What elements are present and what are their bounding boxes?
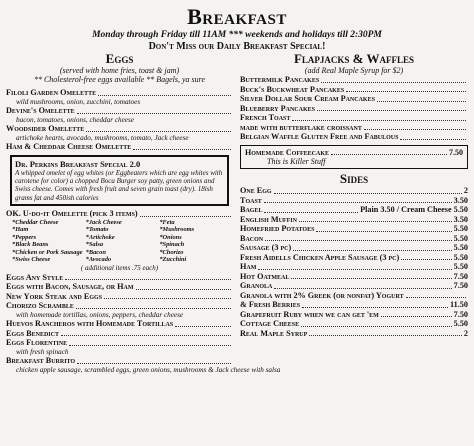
egg-item xyxy=(6,282,233,292)
item-name: Devine's Omelette xyxy=(6,106,75,115)
uduit-note: ( additional items .75 each) xyxy=(80,263,159,272)
egg-item xyxy=(6,301,233,319)
flapjack-item xyxy=(240,123,468,133)
uduit-option: *Spinach xyxy=(159,241,185,249)
egg-item xyxy=(6,338,233,356)
side-item xyxy=(240,310,468,320)
item-name: Sausage (3 pc) xyxy=(240,243,292,252)
side-item xyxy=(240,329,468,339)
item-name: Bacon xyxy=(240,233,264,243)
omelette-item xyxy=(6,106,233,124)
uduit-option: *Salsa xyxy=(85,241,104,249)
uduit-option: *Onions xyxy=(159,233,182,241)
coffeecake-note: This is Killer Stuff xyxy=(267,157,326,166)
item-price: 2 xyxy=(463,186,468,195)
flapjack-item xyxy=(240,113,468,123)
item-name: Eggs Any Style xyxy=(6,272,64,282)
uduit-option: *Tomato xyxy=(85,226,109,234)
flapjack-item xyxy=(240,85,468,95)
side-item xyxy=(240,291,468,301)
side-item xyxy=(240,186,468,196)
item-name: New York Steak and Eggs xyxy=(6,291,103,301)
uduit-option: *Mushrooms xyxy=(159,226,195,234)
omelette-item xyxy=(6,142,233,152)
omelette-item xyxy=(6,88,233,106)
page-title: Breakfast xyxy=(187,4,287,29)
egg-item xyxy=(6,273,233,283)
item-name: French Toast xyxy=(240,113,291,122)
uduit-option: *Cheddar Cheese xyxy=(12,218,59,226)
uduit-option: *Ham xyxy=(12,226,29,234)
uduit-name: OK. U-do-it Omelette (pick 3 items) xyxy=(6,209,138,219)
item-price: 5.50 xyxy=(453,319,468,328)
uduit-option: *Feta xyxy=(159,218,175,226)
item-price: 11.50 xyxy=(450,300,468,309)
side-item xyxy=(240,319,468,329)
flapjack-list xyxy=(240,75,468,142)
item-name: Filoli Garden Omelette xyxy=(6,88,97,97)
coffeecake-price: 7.50 xyxy=(449,147,463,157)
uduit-option: *Avocado xyxy=(85,256,112,264)
item-name: Toast xyxy=(240,195,262,205)
item-price: Plain 3.50 / Cream Cheese 5.50 xyxy=(360,205,468,214)
item-price: 3.50 xyxy=(453,195,468,205)
side-item xyxy=(240,215,468,225)
item-desc: wild mushrooms, onion, zucchini, tomatoes xyxy=(16,97,141,106)
item-name: Blueberry Pancakes xyxy=(240,103,315,113)
item-name: made with butterflake croissant xyxy=(240,122,362,132)
side-item xyxy=(240,281,468,291)
special-box xyxy=(10,155,229,207)
side-item xyxy=(240,300,468,310)
special-note: Don't Miss our Daily Breakfast Special! xyxy=(148,41,326,52)
item-price: 5.50 xyxy=(453,224,468,233)
uduit-option: *Chicken or Pork Sausage xyxy=(12,248,83,256)
item-price: 5.50 xyxy=(453,262,468,271)
uduit-option: *Chorizo xyxy=(159,248,184,256)
uduit-options xyxy=(6,219,233,264)
flapjack-item xyxy=(240,75,468,85)
item-desc: with fresh spinach xyxy=(16,347,69,356)
item-name: Granola xyxy=(240,281,273,290)
item-desc: bacon, tomatoes, onions, cheddar cheese xyxy=(16,115,134,124)
eggs-note: ** Cholesterol-free eggs available ** Bagels, ya sure xyxy=(33,75,206,84)
side-item xyxy=(240,196,468,206)
item-name: Chorizo Scramble xyxy=(6,301,74,311)
item-name: Eggs Benedict xyxy=(6,328,59,338)
item-name: & Fresh Berries xyxy=(240,300,301,309)
item-price: 5.50 xyxy=(453,233,468,243)
item-name: Cottage Cheese xyxy=(240,319,300,328)
eggs-subheading: (served with home fries, toast & jam) xyxy=(59,66,180,75)
egg-item xyxy=(6,329,233,339)
coffeecake-name: Homemade Coffeecake xyxy=(245,147,329,157)
item-name: Ham & Cheddar Cheese Omelette xyxy=(6,142,132,151)
uduit-option: *Peppers xyxy=(12,233,37,241)
item-name: Huevos Rancheros with Homemade Tortillas xyxy=(6,319,174,329)
item-price: 7.50 xyxy=(453,309,468,319)
item-name: English Muffin xyxy=(240,214,297,224)
special-desc: A whipped omelet of egg whites (or Eggbeaters which are egg whites with carotene for color) a chopped Boca Burger soy patty, green onions and Swiss cheese. Comes with fresh fruit and seven grain toast (dry). 18ish grams fat and 450ish calories xyxy=(15,168,223,202)
uduit-option: *Swiss Cheese xyxy=(12,256,51,264)
right-column xyxy=(240,52,468,338)
item-name: Buck's Buckwheat Pancakes xyxy=(240,84,345,94)
item-price: 7.50 xyxy=(453,281,468,290)
uduit-option: *Bacon xyxy=(85,248,106,256)
special-title: Dr. Perkins Breakfast Special 2.0 xyxy=(15,158,141,169)
egg-item xyxy=(6,356,281,374)
item-name: Hot Oatmeal xyxy=(240,271,290,281)
side-item xyxy=(240,253,468,263)
item-name: Ham xyxy=(240,262,257,271)
item-name: Granola with 2% Greek (or nonfat) Yogurt xyxy=(240,290,404,300)
uduit-option: *Zucchini xyxy=(159,256,187,264)
omelette-list xyxy=(6,88,233,152)
side-item xyxy=(240,243,468,253)
item-name: Buttermilk Pancakes xyxy=(240,75,320,84)
item-name: Eggs Florentine xyxy=(6,338,68,348)
item-name: Silver Dollar Sour Cream Pancakes xyxy=(240,94,375,103)
eggs-heading: Eggs xyxy=(105,51,134,66)
item-price: 7.50 xyxy=(453,271,468,281)
item-name: One Egg xyxy=(240,186,272,195)
item-name: Grapefruit Ruby when we can get 'em xyxy=(240,309,379,319)
item-name: Breakfast Burrito xyxy=(6,356,76,366)
uduit-item xyxy=(6,209,233,219)
uduit-option: *Black Beans xyxy=(12,241,49,249)
flapjack-item xyxy=(240,104,468,114)
side-item xyxy=(240,224,468,234)
item-price: 5.50 xyxy=(453,243,468,252)
coffeecake-box xyxy=(240,145,468,170)
egg-item xyxy=(6,319,233,329)
item-price: 2 xyxy=(463,328,468,338)
egg-item xyxy=(6,292,233,302)
hours-line: Monday through Friday till 11AM *** weekends and holidays till 2:30PM xyxy=(92,30,382,40)
item-name: Belgian Waffle Gluten Free and Fabulous xyxy=(240,132,399,141)
item-name: Homefried Potatoes xyxy=(240,224,315,233)
sides-heading: Sides xyxy=(339,171,369,186)
item-price: 3.50 xyxy=(453,214,468,224)
flapjacks-subheading: (add Real Maple Syrup for $2) xyxy=(304,66,404,75)
uduit-option: *Artichoke xyxy=(85,233,115,241)
item-desc: with homemade tortillas, onions, peppers, cheddar cheese xyxy=(16,310,184,319)
item-desc: chicken apple sausage, scrambled eggs, green onions, mushrooms & Jack cheese with salsa xyxy=(16,365,281,374)
flapjack-item xyxy=(240,94,468,104)
item-name: Real Maple Syrup xyxy=(240,328,308,338)
flapjack-item xyxy=(240,132,468,142)
side-item xyxy=(240,272,468,282)
side-item xyxy=(240,205,468,215)
uduit-option: *Jack Cheese xyxy=(85,218,122,226)
item-desc: artichoke hearts, avocado, mushrooms, tomato, Jack cheese xyxy=(16,133,189,142)
item-name: Woodsider Omelette xyxy=(6,124,85,133)
omelette-item xyxy=(6,124,233,142)
sides-list xyxy=(240,186,468,338)
item-name: Fresh Aidells Chicken Apple Sausage (3 pc) xyxy=(240,252,400,262)
item-name: Eggs with Bacon, Sausage, or Ham xyxy=(6,282,134,292)
item-name: Bagel xyxy=(240,205,263,214)
side-item xyxy=(240,262,468,272)
item-price: 5.50 xyxy=(453,252,468,262)
flapjacks-heading: Flapjacks & Waffles xyxy=(293,51,415,66)
side-item xyxy=(240,234,468,244)
